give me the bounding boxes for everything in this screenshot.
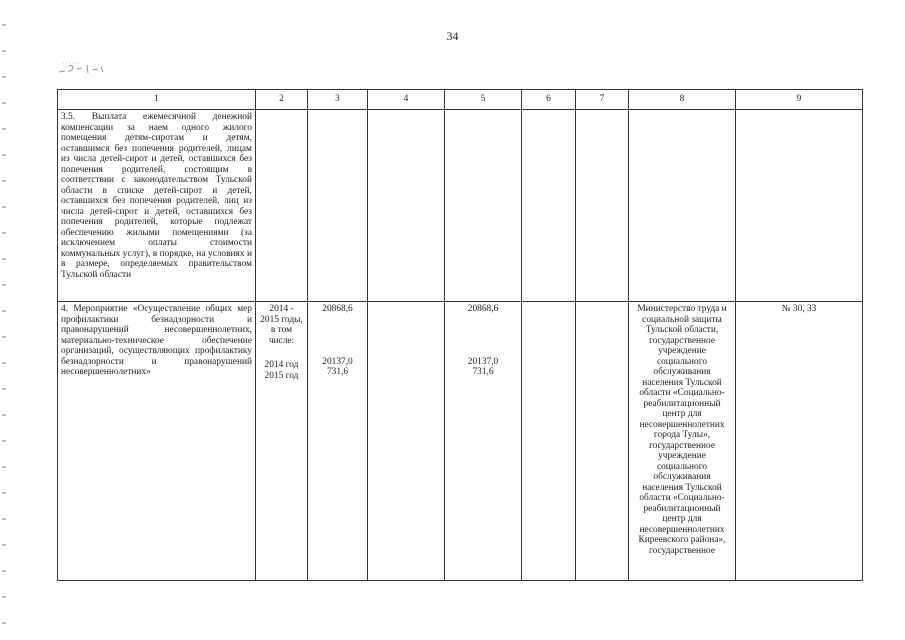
row-description: 4. Мероприятие «Осуществление общих мер профилактики безнадзорности и правонарушений несовершеннолетних, материально-техническое обеспечение организаций, осуществляющих профилактику безнадзорности и правонарушений несовершеннолетних»	[58, 302, 256, 581]
funding-2014-value: 20137,0	[322, 356, 353, 367]
regional-2014-value: 20137,0	[467, 356, 499, 367]
table-row	[58, 302, 863, 581]
period-2014: 2014 год	[264, 360, 299, 370]
period-total: 2014 - 2015 годы, в том числе:	[260, 304, 303, 346]
empty-cell	[445, 110, 522, 302]
header-cell-6: 6	[522, 90, 576, 110]
funding-total-value: 20868,6	[322, 304, 353, 314]
header-cell-2: 2	[256, 90, 308, 110]
table-row	[58, 110, 863, 302]
empty-cell	[308, 110, 368, 302]
header-cell-7: 7	[576, 90, 629, 110]
program-table	[57, 89, 863, 581]
scan-edge-marks	[2, 0, 6, 640]
regional-budget-cell	[445, 302, 522, 581]
regional-total-value: 20868,6	[467, 304, 499, 314]
empty-cell	[368, 110, 445, 302]
header-cell-1: 1	[58, 90, 256, 110]
header-row	[58, 90, 863, 110]
executor-cell: Министерство труда и социальной защиты Тульской области, государственное учреждение социального обслуживания населения Тульской области «Социально-реабилитационный центр для несовершеннолетних города Тулы», государственное учреждение социального обслуживания населения Тульской области «Социально-реабилитационный центр для несовершеннолетних Киреевского района», государственное	[629, 302, 736, 581]
header-cell-4: 4	[368, 90, 445, 110]
empty-cell	[576, 110, 629, 302]
empty-cell	[576, 302, 629, 581]
empty-cell	[256, 110, 308, 302]
header-cell-8: 8	[629, 90, 736, 110]
regional-2015-value: 731,6	[472, 367, 494, 377]
period-cell	[256, 302, 308, 581]
empty-cell	[522, 302, 576, 581]
period-2015: 2015 год	[264, 370, 299, 381]
header-cell-5: 5	[445, 90, 522, 110]
empty-cell	[368, 302, 445, 581]
page-number: 34	[446, 29, 459, 43]
empty-cell	[629, 110, 736, 302]
indicators-cell: № 30, 33	[736, 302, 863, 581]
header-cell-9: 9	[736, 90, 863, 110]
stamp-mark	[57, 62, 109, 76]
empty-cell	[522, 110, 576, 302]
funding-total-cell	[308, 302, 368, 581]
funding-2015-value: 731,6	[326, 367, 349, 377]
row-description: 3.5. Выплата ежемесячной денежной компенсации за наем одного жилого помещения детям-сиротам и детям, оставшимся без попечения родителей, лицам из числа детей-сирот и детей, оставшихся без попечения родителей, состоящим в соответствии с законодательством Тульской области в списке детей-сирот и детей, оставшихся без попечения родителей, лиц из числа детей-сирот и детей, оставшихся без попечения родителей, которые подлежат обеспечению жилыми помещениями (за исключением оплаты стоимости коммунальных услуг), в порядке, на условиях и в размере, определяемых правительством Тульской области	[58, 110, 256, 302]
header-cell-3: 3	[308, 90, 368, 110]
empty-cell	[736, 110, 863, 302]
